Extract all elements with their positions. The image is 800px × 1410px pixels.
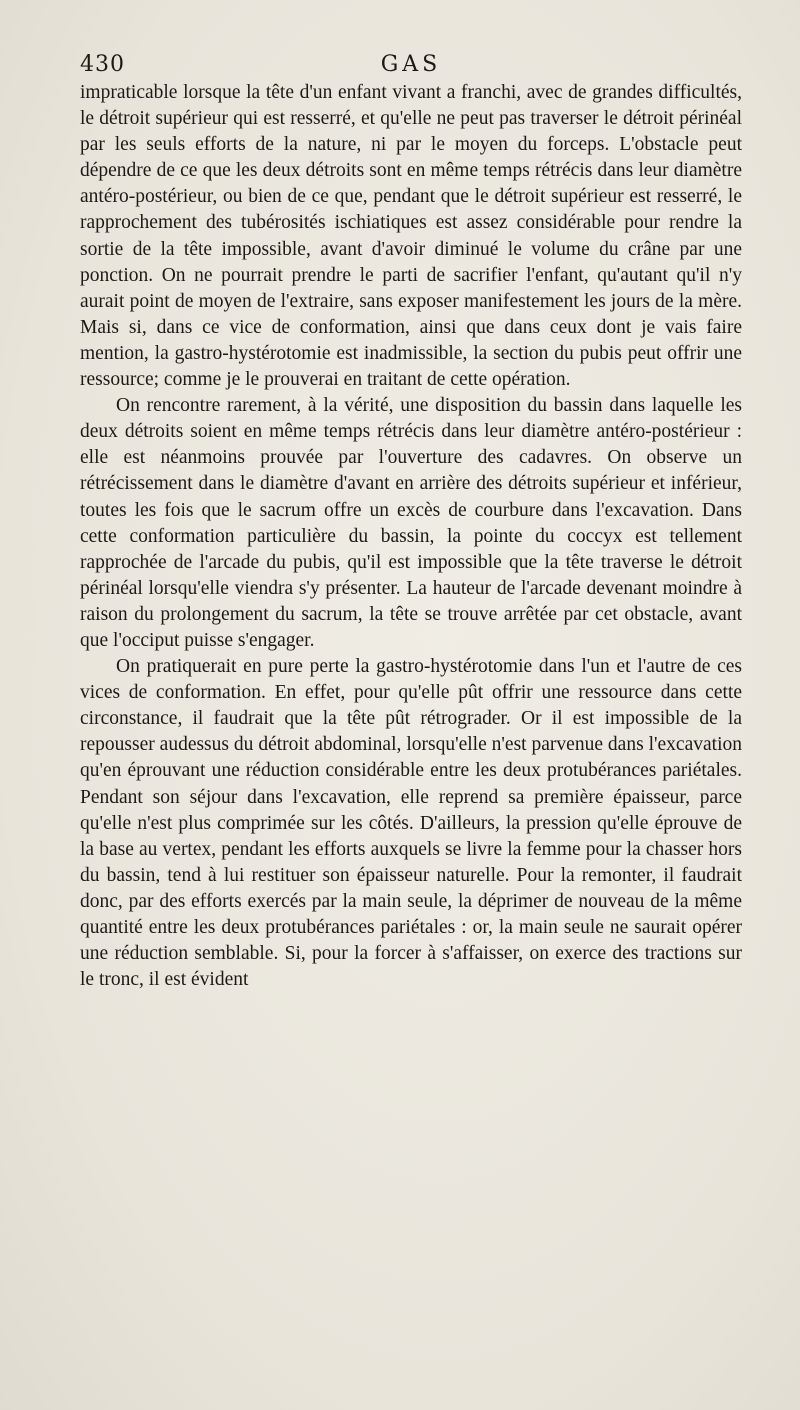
paragraph-1: impraticable lorsque la tête d'un enfant vivant a franchi, avec de grandes difficultés, le détroit supérieur qui est resserré, et qu'elle ne peut pas traverser le détroit périnéal par les seuls efforts de la nature, ni par le moyen du forceps. L'obstacle peut dépendre de ce que les deux détroits sont en même temps rétrécis dans leur diamètre antéro-postérieur, ou bien de ce que, pendant que le détroit supérieur est resserré, le rapprochement des tubérosités ischiatiques est assez considérable pour rendre la sortie de la tête impossible, avant d'avoir diminué le volume du crâne par une ponction. On ne pourrait prendre le parti de sacrifier l'enfant, qu'autant qu'il n'y aurait point de moyen de l'extraire, sans exposer manifestement les jours de la mère. Mais si, dans ce vice de conformation, ainsi que dans ceux dont je vais faire mention, la gastro-hystérotomie est inadmissible, la section du pubis peut offrir une ressource; comme je le prouverai en traitant de cette opération. (80, 82, 742, 391)
paragraph-2: On rencontre rarement, à la vérité, une disposition du bassin dans laquelle les deux détroits soient en même temps rétrécis dans leur diamètre antéro-postérieur : elle est néanmoins prouvée par l'ouverture des cadavres. On observe un rétrécissement dans le diamètre d'avant en arrière des détroits supérieur et inférieur, toutes les fois que le sacrum offre un excès de courbure dans l'excavation. Dans cette conformation particulière du bassin, la pointe du coccyx est tellement rapprochée de l'arcade du pubis, qu'il est impossible que la tête traverse le détroit périnéal lorsqu'elle viendra s'y présenter. La hauteur de l'arcade devenant moindre à raison du prolongement du sacrum, la tête se trouve arrêtée par cet obstacle, avant que l'occiput puisse s'engager. (80, 395, 742, 651)
paragraph-3: On pratiquerait en pure perte la gastro-hystérotomie dans l'un et l'autre de ces vices de conformation. En effet, pour qu'elle pût offrir une ressource dans cette circonstance, il faudrait que la tête pût rétrograder. Or il est impossible de la repousser audessus du détroit abdominal, lorsqu'elle n'est parvenue dans l'excavation qu'en éprouvant une réduction considérable entre les deux protubérances pariétales. Pendant son séjour dans l'excavation, elle reprend sa première épaisseur, parce qu'elle n'est plus comprimée sur les côtés. D'ailleurs, la pression qu'elle éprouve de la base au vertex, pendant les efforts auxquels se livre la femme pour la chasser hors du bassin, tend à lui restituer son épaisseur naturelle. Pour la remonter, il faudrait donc, par des efforts exercés par la main seule, la déprimer de nouveau de la même quantité entre les deux protubérances pariétales : or, la main seule ne saurait opérer une réduction semblable. Si, pour la forcer à s'affaisser, on exerce des tractions sur le tronc, il est évident (80, 656, 742, 991)
page-header (80, 52, 742, 82)
page-number: 430 (80, 52, 125, 77)
running-head: GAS (380, 52, 442, 77)
body-text (80, 80, 742, 993)
